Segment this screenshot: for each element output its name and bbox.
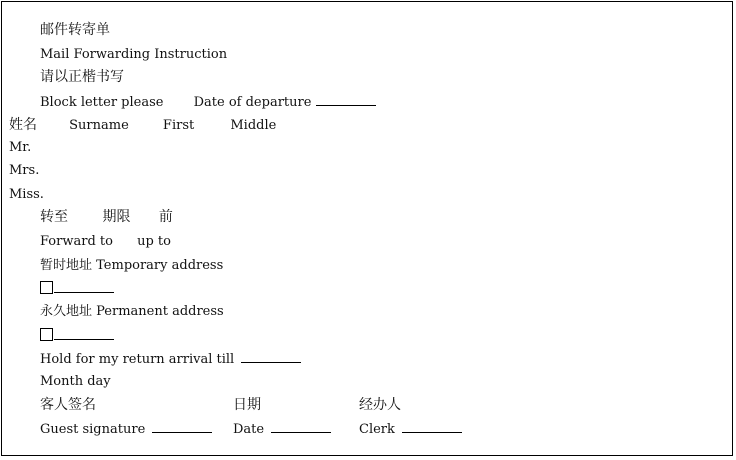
forward-to-en: Forward to <box>40 234 113 249</box>
guest-signature-en: Guest signature <box>40 422 146 437</box>
hold-until-field[interactable] <box>241 351 301 363</box>
permanent-address-label: 永久地址 Permanent address <box>40 304 224 319</box>
hold-label: Hold for my return arrival till <box>40 352 235 367</box>
first-label: First <box>162 118 195 133</box>
block-letter-row <box>40 94 376 111</box>
clerk-zh: 经办人 <box>359 397 401 413</box>
temporary-address-field[interactable] <box>54 281 114 293</box>
date-field[interactable] <box>271 421 331 433</box>
name-header-row <box>9 117 276 134</box>
middle-label: Middle <box>230 118 277 133</box>
departure-date-field[interactable] <box>316 94 376 106</box>
month-day-label: Month day <box>40 374 111 389</box>
date-en: Date <box>233 422 265 437</box>
surname-label: Surname <box>69 118 129 133</box>
departure-label: Date of departure <box>193 95 312 110</box>
permanent-address-field[interactable] <box>54 328 114 340</box>
date-row <box>233 421 331 438</box>
title-mrs: Mrs. <box>9 163 40 178</box>
guest-signature-zh: 客人签名 <box>40 397 96 413</box>
clerk-en: Clerk <box>359 422 395 437</box>
permanent-address-row <box>40 328 114 345</box>
temporary-address-label: 暂时地址 Temporary address <box>40 258 224 273</box>
date-zh: 日期 <box>233 397 261 413</box>
temporary-address-row <box>40 281 114 298</box>
block-letter-en: Block letter please <box>40 95 164 110</box>
before-zh: 前 <box>158 209 173 225</box>
guest-signature-row <box>40 421 212 438</box>
clerk-row <box>359 421 462 438</box>
up-to-en: up to <box>137 234 171 249</box>
forward-to-zh: 转至 <box>40 209 68 225</box>
title-zh: 邮件转寄单 <box>40 22 110 38</box>
title-en: Mail Forwarding Instruction <box>40 47 228 62</box>
permanent-checkbox[interactable] <box>40 328 53 341</box>
temporary-checkbox[interactable] <box>40 281 53 294</box>
title-miss: Miss. <box>9 187 44 202</box>
block-letter-zh: 请以正楷书写 <box>40 69 124 85</box>
guest-signature-field[interactable] <box>152 421 212 433</box>
name-zh: 姓名 <box>9 117 37 133</box>
clerk-field[interactable] <box>402 421 462 433</box>
period-zh: 期限 <box>102 209 131 225</box>
mail-forwarding-form <box>1 1 733 456</box>
title-mr: Mr. <box>9 140 32 155</box>
forward-en-row <box>40 234 171 250</box>
hold-row <box>40 351 301 368</box>
forward-zh-row <box>40 209 173 225</box>
